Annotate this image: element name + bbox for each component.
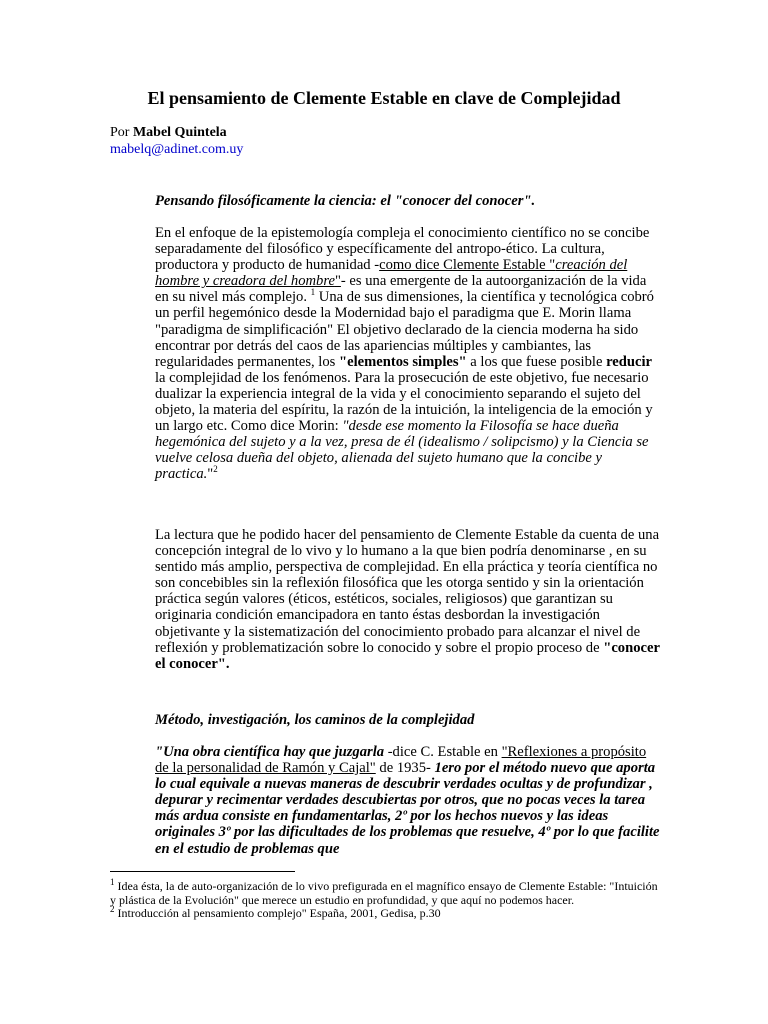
bold-italic-text: 1ero por el método nuevo que aporta lo cual equivale a nuevas maneras de descubrir verdades ocultas y de profundizar , depurar y recimentar verdades descubiertas por otros, que no pocas veces la tarea más ardua consiste en fundamentarlas, 2º por los hechos nuevos y las ideas originales 3º por las dificultades de los problemas que resuelve, 4º por lo que facilite en el estudio de problemas que — [155, 760, 660, 857]
footnote-number: 2 — [110, 904, 115, 914]
author-name: Mabel Quintela — [132, 125, 227, 140]
link-text: como dice Clemente Estable " — [379, 257, 556, 274]
footnote-2 — [110, 904, 660, 921]
section2-paragraph1 — [155, 744, 660, 857]
text-run: Una de sus dimensiones, la científica y tecnológica cobró un perfil hegemónico desde la Modernidad bajo el paradigma que E. Morin llama "paradigma de simplificación" El objetivo declarado de la ciencia moderna ha sido encontrar por detrás del caos de las apariencias múltiples y cambiantes, las regularidades permanentes, los — [155, 289, 654, 370]
author-prefix: Por — [110, 125, 133, 140]
text-run: - es una emergente de la autoorganización de la vida en su nivel más complejo. — [155, 273, 647, 306]
section1-heading-block — [155, 193, 660, 209]
footnote-text: Idea ésta, la de auto-organización de lo vivo prefigurada en el magnífico ensayo de Clemente Estable: "Intuición y plástica de la Evolución" que merece un estudio en profundidad, y que aquí no podemos hacer. — [110, 879, 658, 907]
bold-italic-lead: "Una obra científica hay que juzgarla — [155, 744, 385, 760]
text-run: a los que fuese posible — [466, 353, 607, 370]
section1-heading: Pensando filosóficamente la ciencia: el "conocer del conocer". — [155, 193, 536, 209]
link-italic-text: creación del hombre y creadora del hombre — [155, 257, 628, 290]
text-run: La lectura que he podido hacer del pensamiento de Clemente Estable da cuenta de una concepción integral de lo vivo y lo humano a la que bien podría denominarse , en su sentido más amplio, perspectiva de complejidad. En ella práctica y teoría científica no son concebibles sin la reflexión filosófica que les otorga sentido y sin la orientación práctica según valores (éticos, estéticos, sociales, religiosos) que garantizan su originaria condición emancipadora en tanto éstas desbordan la investigación objetivante y la sistematización del conocimiento probado para alcanzar el nivel de reflexión y problematización sobre lo conocido y sobre el propio proceso de — [155, 527, 660, 656]
text-run: de 1935- — [375, 760, 435, 777]
morin-quote: "desde ese momento la Filosofía se hace dueña hegemónica del sujeto y a la vez, presa de él (idealismo / solipcismo) y la Ciencia se vuelve celosa dueña del objeto, alienada del sujeto humano que la concibe y practica. — [155, 418, 649, 483]
bold-text: "conocer el conocer". — [155, 639, 660, 672]
footnotes — [110, 877, 660, 921]
quote-end: " — [207, 466, 214, 483]
reflexiones-link[interactable]: "Reflexiones a propósito de la personalidad de Ramón y Cajal" — [155, 744, 647, 777]
author-email-link[interactable]: mabelq@adinet.com.uy — [110, 142, 244, 157]
text-run: la complejidad de los fenómenos. Para la prosecución de este objetivo, fue necesario dualizar la experiencia integral de la vida y el conocimiento separando el sujeto del objeto, la materia del espíritu, la razón de la intuición, la inteligencia de la emoción y un largo etc. Como dice Morin: — [155, 369, 653, 435]
section2-heading: Método, investigación, los caminos de la complejidad — [155, 712, 475, 728]
footnote-divider — [110, 871, 295, 872]
footnote-ref-2[interactable]: 2 — [213, 464, 218, 475]
author-line — [110, 124, 227, 141]
section1-paragraph2 — [155, 527, 660, 672]
link-text-end: " — [334, 273, 341, 290]
section2-heading-block — [155, 712, 660, 728]
text-run: En el enfoque de la epistemología compleja el conocimiento científico no se concibe separadamente del filosófico y específicamente del antropo-ético. La cultura, productora y producto de humanidad - — [155, 225, 650, 274]
footnote-number: 1 — [110, 877, 115, 887]
text-run: -dice C. Estable en — [384, 744, 502, 760]
footnote-ref-1[interactable]: 1 — [310, 287, 316, 298]
document-title: El pensamiento de Clemente Estable en clave de Complejidad — [147, 88, 621, 108]
footnote-text: Introducción al pensamiento complejo" España, 2001, Gedisa, p.30 — [114, 906, 441, 920]
section1-paragraph1 — [155, 225, 660, 483]
bold-text: reducir — [606, 353, 653, 370]
bold-text: "elementos simples" — [338, 353, 467, 370]
footnote-1 — [110, 877, 660, 907]
